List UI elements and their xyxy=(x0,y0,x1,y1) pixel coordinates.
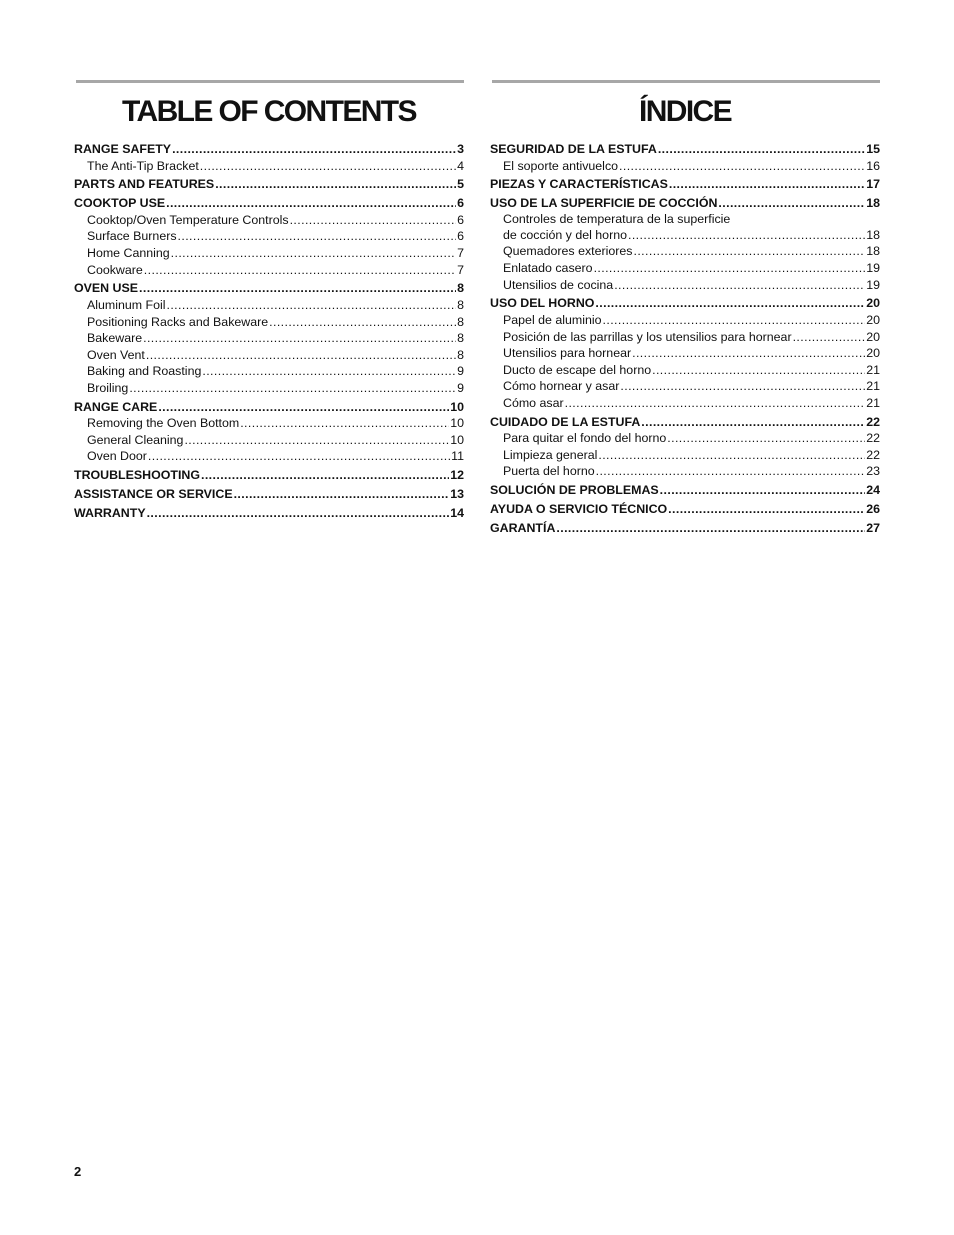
toc-entry-label: Utensilios para hornear xyxy=(503,346,632,361)
dot-leader xyxy=(171,245,456,262)
toc-entry-label: WARRANTY xyxy=(74,505,146,520)
toc-entry-label: Puerta del horno xyxy=(503,464,595,479)
toc-section-entry xyxy=(490,501,880,518)
toc-page-number: 3 xyxy=(457,142,464,156)
dot-leader xyxy=(184,432,449,449)
toc-subsection-entry xyxy=(74,330,464,347)
toc-entry-row xyxy=(74,141,464,158)
toc-section-entry xyxy=(490,482,880,499)
toc-entry-label: Quemadores exteriores xyxy=(503,244,633,259)
dot-leader xyxy=(158,399,449,416)
toc-page-number: 27 xyxy=(866,520,880,535)
toc-subsection-entry xyxy=(490,277,880,294)
toc-entry-label: Home Canning xyxy=(87,245,170,260)
dot-leader xyxy=(633,243,865,260)
toc-section-entry xyxy=(74,505,464,522)
toc-page-number: 14 xyxy=(450,505,464,520)
toc-page-number: 6 xyxy=(457,229,464,244)
toc-entry-label: PARTS AND FEATURES xyxy=(74,177,215,192)
toc-subsection-entry xyxy=(490,447,880,464)
toc-section-entry xyxy=(490,295,880,312)
toc-page-number: 10 xyxy=(450,432,464,447)
toc-entry-row xyxy=(74,262,464,279)
toc-entry-row xyxy=(490,329,880,346)
toc-entry-row xyxy=(490,243,880,260)
dot-leader xyxy=(793,329,866,346)
toc-entry-row xyxy=(490,195,880,212)
dot-leader xyxy=(594,260,866,277)
toc-entry-label: Ducto de escape del horno xyxy=(503,362,652,377)
toc-subsection-entry xyxy=(490,329,880,346)
toc-page-number: 6 xyxy=(457,196,464,211)
toc-entry-row xyxy=(74,176,464,193)
dot-leader xyxy=(215,176,456,193)
toc-entry-row xyxy=(74,297,464,314)
toc-entry-row xyxy=(74,245,464,262)
toc-list xyxy=(74,141,464,521)
toc-entry-label: Aluminum Foil xyxy=(87,297,166,312)
toc-entry-row xyxy=(74,314,464,331)
toc-entry-row xyxy=(74,399,464,416)
toc-subsection-entry xyxy=(74,415,464,432)
toc-subsection-entry xyxy=(490,158,880,175)
dot-leader xyxy=(598,447,865,464)
toc-entry-row xyxy=(490,447,880,464)
toc-entry-row xyxy=(490,430,880,447)
toc-page-number: 21 xyxy=(866,362,880,377)
toc-entry-row xyxy=(74,347,464,364)
toc-entry-label: de cocción y del horno xyxy=(503,227,627,242)
toc-section-entry xyxy=(490,195,880,212)
toc-subsection-entry xyxy=(490,463,880,480)
toc-entry-label: AYUDA O SERVICIO TÉCNICO xyxy=(490,502,668,516)
toc-section-entry xyxy=(74,195,464,212)
toc-page-number: 20 xyxy=(866,312,880,327)
dot-leader xyxy=(147,505,450,522)
toc-subsection-entry xyxy=(74,380,464,397)
toc-entry-label: Utensilios de cocina xyxy=(503,277,614,292)
dot-leader xyxy=(596,463,866,480)
dot-leader xyxy=(144,262,456,279)
toc-entry-row xyxy=(74,486,464,503)
toc-subsection-entry xyxy=(490,395,880,412)
toc-subsection-entry xyxy=(74,262,464,279)
toc-section-entry xyxy=(74,399,464,416)
toc-page-number: 18 xyxy=(866,196,880,211)
toc-entry-row xyxy=(490,176,880,193)
toc-page-number: 8 xyxy=(457,347,464,362)
dot-leader xyxy=(652,362,865,379)
toc-page-number: 8 xyxy=(457,331,464,346)
toc-entry-label: SOLUCIÓN DE PROBLEMAS xyxy=(490,483,659,498)
toc-subsection-entry xyxy=(74,363,464,380)
title-rule xyxy=(76,80,464,83)
toc-subsection-entry xyxy=(74,228,464,245)
dot-leader xyxy=(200,158,456,175)
toc-entry-label: ASSISTANCE OR SERVICE xyxy=(74,487,233,501)
toc-entry-label: General Cleaning xyxy=(87,432,184,447)
toc-page-number: 5 xyxy=(457,177,464,192)
toc-page-number: 24 xyxy=(866,483,880,498)
dot-leader xyxy=(201,467,449,484)
toc-entry-row xyxy=(74,330,464,347)
title-rule xyxy=(492,80,880,83)
toc-entry-row xyxy=(490,482,880,499)
toc-entry-label: Positioning Racks and Bakeware xyxy=(87,314,269,329)
toc-entry-row xyxy=(74,380,464,397)
dot-leader xyxy=(202,363,456,380)
dot-leader xyxy=(167,297,457,314)
toc-page-number: 16 xyxy=(866,158,880,173)
toc-entry-label: Removing the Oven Bottom xyxy=(87,416,240,431)
toc-entry-row xyxy=(490,312,880,329)
toc-entry-label: Papel de aluminio xyxy=(503,312,602,327)
toc-entry-row xyxy=(74,505,464,522)
toc-page-number: 22 xyxy=(866,447,880,462)
toc-entry-row xyxy=(74,415,464,432)
toc-entry-row xyxy=(490,227,880,244)
toc-page-number: 13 xyxy=(450,487,464,501)
toc-page-number: 22 xyxy=(866,431,880,446)
toc-entry-row xyxy=(490,378,880,395)
toc-entry-row xyxy=(490,520,880,537)
toc-page-number: 8 xyxy=(457,314,464,329)
toc-page-number: 8 xyxy=(457,297,464,312)
toc-page-number: 7 xyxy=(457,262,464,277)
dot-leader xyxy=(619,158,865,175)
toc-section-entry xyxy=(74,176,464,193)
toc-page-number: 7 xyxy=(457,245,464,260)
page-number: 2 xyxy=(74,1164,82,1179)
toc-entry-label: USO DE LA SUPERFICIE DE COCCIÓN xyxy=(490,196,718,211)
toc-page-number: 8 xyxy=(457,281,464,296)
toc-entry-label: Cookware xyxy=(87,262,143,277)
dot-leader xyxy=(269,314,456,331)
toc-page-number: 20 xyxy=(866,346,880,361)
toc-page-number: 18 xyxy=(866,244,880,259)
toc-entry-row xyxy=(490,277,880,294)
toc-entry-label: COOKTOP USE xyxy=(74,196,166,211)
dot-leader xyxy=(595,295,865,312)
toc-list xyxy=(490,141,880,536)
toc-entry-row xyxy=(490,260,880,277)
toc-section-entry xyxy=(490,141,880,158)
toc-entry-row xyxy=(74,195,464,212)
toc-entry-row xyxy=(490,345,880,362)
toc-entry-label-line: Controles de temperatura de la superficie xyxy=(503,211,731,226)
toc-subsection-entry xyxy=(74,432,464,449)
toc-page-number: 17 xyxy=(866,177,880,192)
toc-page-number: 19 xyxy=(866,260,880,275)
toc-page-number: 22 xyxy=(866,414,880,429)
toc-page-number: 23 xyxy=(866,464,880,479)
toc-subsection-entry xyxy=(74,158,464,175)
toc-page-number: 11 xyxy=(451,449,464,464)
toc-entry-label: Baking and Roasting xyxy=(87,364,202,379)
dot-leader xyxy=(139,280,456,297)
dot-leader xyxy=(178,228,457,245)
toc-entry-row xyxy=(490,158,880,175)
dot-leader xyxy=(660,482,866,499)
page-title: TABLE OF CONTENTS xyxy=(122,95,416,128)
toc-entry-row xyxy=(74,432,464,449)
toc-entry-label: Enlatado casero xyxy=(503,260,593,275)
dot-leader xyxy=(632,345,865,362)
toc-page-number: 19 xyxy=(866,277,880,292)
toc-page-number: 21 xyxy=(866,395,880,410)
dot-leader xyxy=(565,395,866,412)
toc-entry-label: TROUBLESHOOTING xyxy=(74,468,200,483)
toc-entry-row xyxy=(490,295,880,312)
toc-page-number: 21 xyxy=(866,379,880,394)
toc-section-entry xyxy=(74,280,464,297)
toc-page-number: 26 xyxy=(866,502,880,516)
toc-entry-label: Para quitar el fondo del horno xyxy=(503,431,667,446)
toc-section-entry xyxy=(74,467,464,484)
dot-leader xyxy=(667,430,865,447)
dot-leader xyxy=(669,176,865,193)
toc-entry-row xyxy=(74,467,464,484)
toc-entry-label: Surface Burners xyxy=(87,229,177,244)
toc-entry-label: USO DEL HORNO xyxy=(490,296,595,311)
toc-page-number: 4 xyxy=(457,158,464,173)
toc-subsection-entry xyxy=(74,448,464,465)
toc-page-number: 10 xyxy=(450,416,464,431)
toc-page-number: 15 xyxy=(866,142,880,156)
dot-leader xyxy=(146,347,456,364)
toc-subsection-entry xyxy=(490,362,880,379)
toc-entry-label: OVEN USE xyxy=(74,281,139,296)
dot-leader xyxy=(172,141,456,158)
toc-spanish-column xyxy=(490,80,880,536)
dot-leader xyxy=(668,501,865,518)
toc-subsection-entry xyxy=(74,245,464,262)
dot-leader xyxy=(620,378,865,395)
toc-subsection-entry xyxy=(74,297,464,314)
dot-leader xyxy=(641,414,865,431)
toc-entry-label: Posición de las parrillas y los utensilios para hornear xyxy=(503,329,792,344)
toc-entry-row xyxy=(490,463,880,480)
toc-entry-label: The Anti-Tip Bracket xyxy=(87,158,199,173)
dot-leader xyxy=(614,277,865,294)
dot-leader xyxy=(240,415,449,432)
toc-entry-label: SEGURIDAD DE LA ESTUFA xyxy=(490,142,657,156)
toc-entry-row xyxy=(490,395,880,412)
dot-leader xyxy=(129,380,456,397)
page-title: ÍNDICE xyxy=(638,95,732,128)
toc-entry-label: CUIDADO DE LA ESTUFA xyxy=(490,414,641,429)
toc-page-number: 9 xyxy=(457,380,464,395)
toc-entry-row xyxy=(490,501,880,518)
toc-subsection-entry xyxy=(74,347,464,364)
toc-subsection-entry xyxy=(490,345,880,362)
toc-page-number: 20 xyxy=(866,296,880,311)
toc-subsection-entry xyxy=(490,243,880,260)
dot-leader xyxy=(658,141,865,158)
toc-entry-label: Oven Vent xyxy=(87,347,145,362)
toc-entry-row xyxy=(490,141,880,158)
toc-entry-label: RANGE SAFETY xyxy=(74,142,172,156)
toc-entry-label: El soporte antivuelco xyxy=(503,158,619,173)
dot-leader xyxy=(603,312,866,329)
toc-section-entry xyxy=(490,176,880,193)
toc-entry-row xyxy=(74,280,464,297)
toc-entry-label: Broiling xyxy=(87,380,129,395)
toc-entry-row xyxy=(74,158,464,175)
toc-entry-label: RANGE CARE xyxy=(74,399,158,414)
toc-english-column xyxy=(74,80,464,521)
toc-page-number: 6 xyxy=(457,212,464,227)
dot-leader xyxy=(718,195,865,212)
toc-subsection-entry xyxy=(490,212,880,244)
toc-entry-row xyxy=(74,448,464,465)
toc-page-number: 18 xyxy=(866,227,880,242)
toc-subsection-entry xyxy=(490,378,880,395)
dot-leader xyxy=(148,448,450,465)
toc-entry-label: Cómo asar xyxy=(503,395,564,410)
toc-subsection-entry xyxy=(74,212,464,229)
toc-entry-label: Cómo hornear y asar xyxy=(503,379,620,394)
toc-subsection-entry xyxy=(490,430,880,447)
toc-subsection-entry xyxy=(74,314,464,331)
dot-leader xyxy=(290,212,457,229)
toc-subsection-entry xyxy=(490,312,880,329)
dot-leader xyxy=(628,227,865,244)
toc-entry-row xyxy=(74,363,464,380)
toc-entry-row xyxy=(74,228,464,245)
toc-page-number: 10 xyxy=(450,399,464,414)
toc-entry-label: Cooktop/Oven Temperature Controls xyxy=(87,212,289,227)
toc-section-entry xyxy=(74,141,464,158)
toc-entry-label: Limpieza general xyxy=(503,447,598,462)
dot-leader xyxy=(556,520,865,537)
toc-entry-label: GARANTÍA xyxy=(490,520,556,535)
toc-entry-label: Oven Door xyxy=(87,449,147,464)
toc-page-number: 20 xyxy=(866,329,880,344)
toc-entry-label: PIEZAS Y CARACTERÍSTICAS xyxy=(490,177,668,192)
dot-leader xyxy=(166,195,456,212)
toc-entry-row xyxy=(74,212,464,229)
toc-entry-row xyxy=(490,362,880,379)
toc-section-entry xyxy=(490,520,880,537)
toc-section-entry xyxy=(74,486,464,503)
toc-section-entry xyxy=(490,414,880,431)
toc-page-number: 9 xyxy=(457,364,464,379)
toc-subsection-entry xyxy=(490,260,880,277)
dot-leader xyxy=(234,486,450,503)
toc-entry-row xyxy=(490,414,880,431)
toc-page-number: 12 xyxy=(450,468,464,483)
dot-leader xyxy=(143,330,456,347)
toc-entry-label: Bakeware xyxy=(87,331,143,346)
